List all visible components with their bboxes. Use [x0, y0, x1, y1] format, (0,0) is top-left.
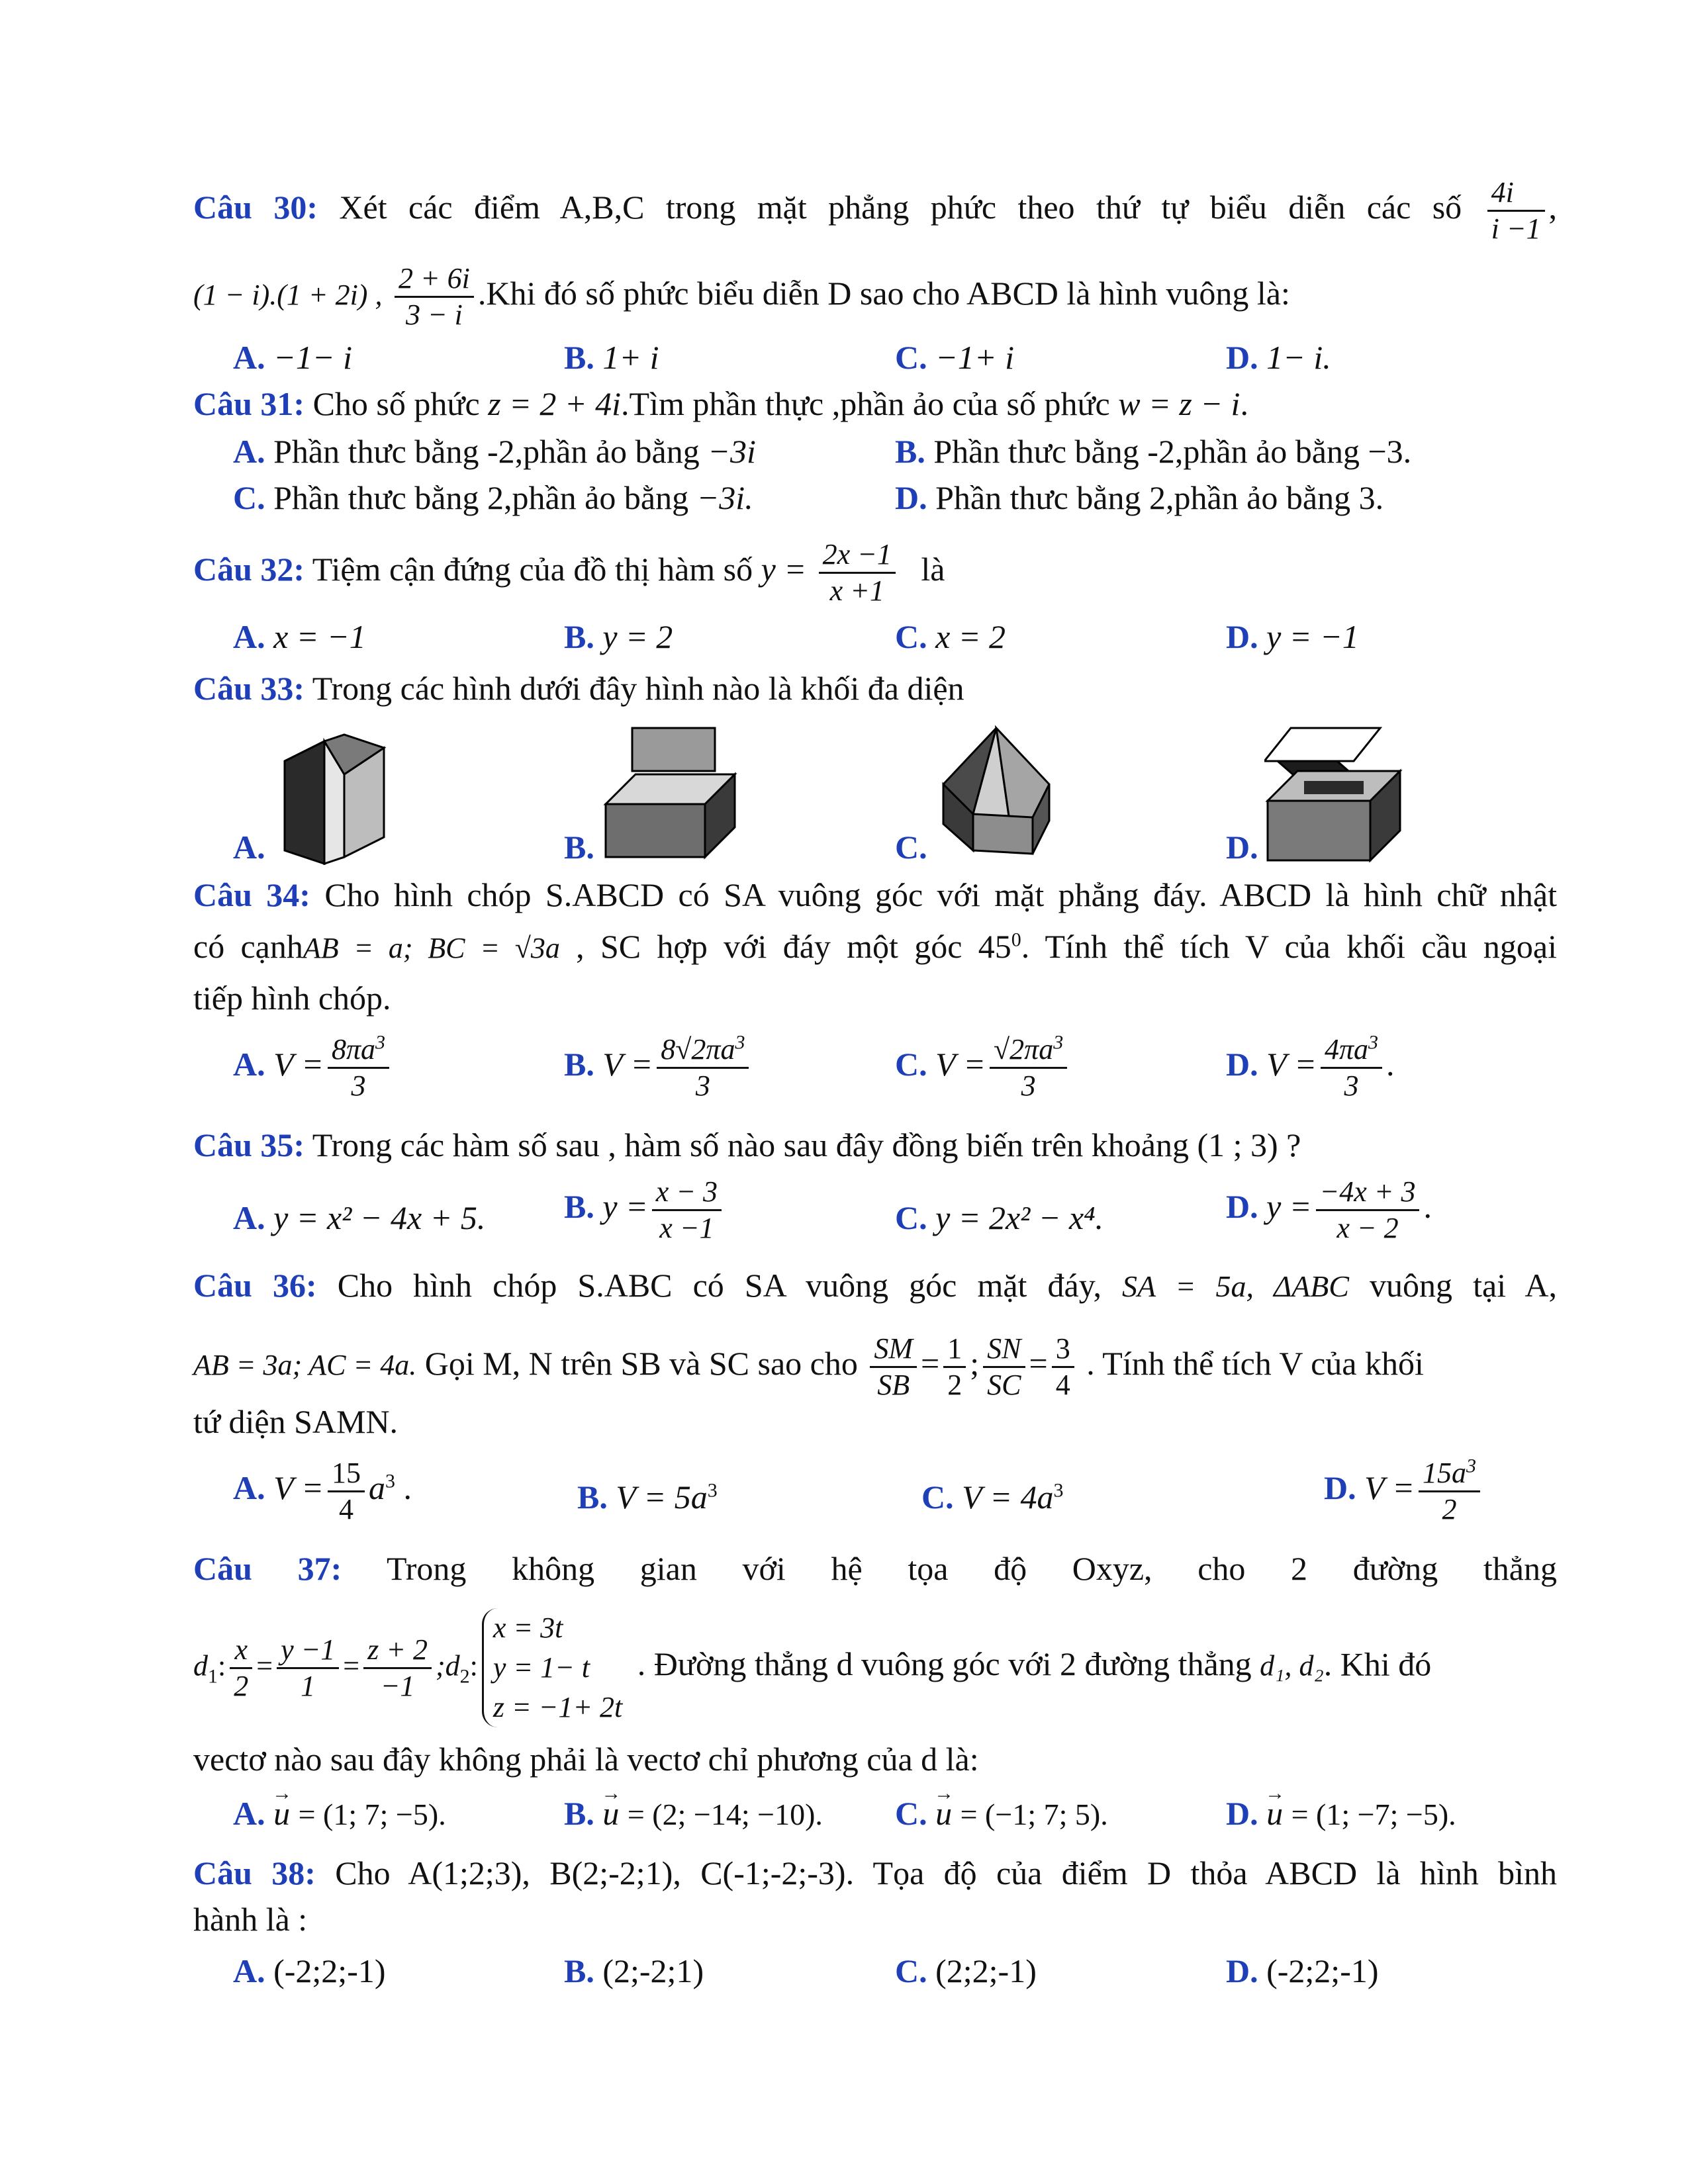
- q35-option-a[interactable]: A. y = x² − 4x + 5.: [233, 1199, 486, 1236]
- q33-figure-c: [933, 721, 1066, 860]
- q30-option-c[interactable]: C. −1+ i: [895, 339, 1014, 376]
- q38-line2: hành là :: [193, 1901, 308, 1938]
- q34-option-d[interactable]: D. V = $\frac{4\pi a^3}{3}$ .: [1226, 1031, 1395, 1102]
- q30-expr2: (1 − i).(1 + 2i) ,: [193, 278, 383, 311]
- q33-line1: Câu 33: Trong các hình dưới đây hình nào là khối đa diện: [193, 670, 964, 707]
- q33-figure-d: [1264, 721, 1410, 867]
- q32-option-a[interactable]: A. x = −1: [233, 618, 366, 655]
- q30-text1: Xét các điểm A,B,C trong mặt phẳng phức theo thứ tự biểu diễn các số: [339, 188, 1462, 226]
- fig-b-lid: [632, 728, 715, 771]
- q37-line1: Câu 37: Trong không gian với hệ tọa độ Oxyz, cho 2 đường thẳng: [193, 1550, 1557, 1587]
- q30-line2: [193, 261, 1290, 332]
- q34-line2: có cạnhAB = a; BC = √3a , SC hợp với đáy một góc $45^0$. Tính thể tích V của khối cầu ngoại: [193, 928, 1558, 965]
- q31-option-c[interactable]: C. Phần thưc bằng 2,phần ảo bằng −3i.: [233, 479, 753, 516]
- q32-line1: Câu 32: Tiệm cận đứng của đồ thị hàm số y = $\frac{2x -1}{x +1}$ là: [193, 538, 945, 607]
- q34-option-c[interactable]: C. V = $\frac{√2\pi a^3}{3}$: [895, 1032, 1071, 1103]
- q38-label: Câu 38:: [193, 1854, 316, 1891]
- q31-option-d[interactable]: D. Phần thưc bằng 2,phần ảo bằng 3.: [895, 479, 1384, 516]
- q36-option-a[interactable]: A. V = $\frac{15}{4}$ $a^3$ .: [233, 1457, 412, 1525]
- q38-option-b[interactable]: B. (2;-2;1): [564, 1952, 704, 1989]
- q34-option-a[interactable]: A. V = $\frac{8\pi a^3}{3}$: [233, 1032, 393, 1103]
- q32-label: Câu 32:: [193, 550, 305, 588]
- q30-text2: .Khi đó số phức biểu diễn D sao cho ABCD là hình vuông là:: [477, 274, 1290, 312]
- fig-a-left-face: [285, 741, 324, 864]
- fig-b-front-face: [606, 804, 705, 857]
- q38-option-c[interactable]: C. (2;2;-1): [895, 1952, 1037, 1989]
- q37-option-a[interactable]: A. → u = (1; 7; −5).: [233, 1794, 446, 1835]
- q34-option-b[interactable]: B. V = $\frac{8√2\pi a^3}{3}$: [564, 1032, 753, 1103]
- q37-line2: $d_1$: $\frac{x}{2}$ = $\frac{y -1}{1}$ = $\frac{z + 2}{-1}$ $;d_2$: x = 3t y = 1− t z = −1+ 2t . Đường thẳng d vuông góc với 2 đường thẳng d₁, d₂. Khi đó: [193, 1608, 1431, 1727]
- q37-line3: vectơ nào sau đây không phải là vectơ chỉ phương của d là:: [193, 1741, 979, 1778]
- q33-label: Câu 33:: [193, 670, 305, 707]
- q38-line1: Câu 38: Cho A(1;2;3), B(2;-2;1), C(-1;-2;-3). Tọa độ của điểm D thỏa ABCD là hình bình: [193, 1854, 1557, 1891]
- q30-option-b[interactable]: B. 1+ i: [564, 339, 659, 376]
- q31-line1: Câu 31: Cho số phức z = 2 + 4i.Tìm phần thực ,phần ảo của số phức w = z − i.: [193, 385, 1248, 422]
- fig-c-base-mid: [973, 814, 1033, 854]
- q31-option-b[interactable]: B. Phần thưc bằng -2,phần ảo bằng −3.: [895, 433, 1412, 470]
- q36-option-d[interactable]: D. V = $\frac{15a^3}{2}$: [1324, 1456, 1484, 1527]
- q33-option-b[interactable]: B.: [564, 829, 594, 866]
- q33-option-a[interactable]: A.: [233, 829, 265, 866]
- q34-label: Câu 34:: [193, 876, 310, 913]
- fig-d-floating-plane: [1264, 728, 1380, 761]
- q34-line3: tiếp hình chóp.: [193, 979, 391, 1017]
- q33-figure-a: [278, 721, 391, 874]
- q32-option-b[interactable]: B. y = 2: [564, 618, 673, 655]
- q34-line1: Câu 34: Cho hình chóp S.ABCD có SA vuông góc với mặt phẳng đáy. ABCD là hình chữ nhật: [193, 876, 1558, 913]
- q38-option-a[interactable]: A. (-2;2;-1): [233, 1952, 386, 1989]
- q36-option-b[interactable]: B. $V = 5a^3$: [577, 1479, 718, 1516]
- q32-option-c[interactable]: C. x = 2: [895, 618, 1006, 655]
- q33-option-d[interactable]: D.: [1226, 829, 1258, 866]
- fig-d-front-face: [1268, 801, 1370, 860]
- q36-line1: Câu 36: Cho hình chóp S.ABC có SA vuông góc mặt đáy, SA = 5a, ΔABC vuông tại A,: [193, 1267, 1558, 1304]
- q31-label: Câu 31:: [193, 385, 305, 422]
- q36-line2: AB = 3a; AC = 4a. Gọi M, N trên SB và SC sao cho $\frac{SM}{SB}$ = $\frac{1}{2}$ ; $\frac{SN}{SC}$ = $\frac{3}{4}$ . Tính thể tích V của khối: [193, 1332, 1424, 1401]
- q30-option-a[interactable]: A. −1− i: [233, 339, 352, 376]
- q38-option-d[interactable]: D. (-2;2;-1): [1226, 1952, 1379, 1989]
- fig-d-inner-shadow: [1304, 781, 1364, 794]
- q36-option-c[interactable]: C. $V = 4a^3$: [921, 1479, 1064, 1516]
- q30-line1: Câu 30: Xét các điểm A,B,C trong mặt phẳng phức theo thứ tự biểu diễn các số $\frac{4i}{i -1}$ ,: [193, 176, 1558, 245]
- q31-option-a[interactable]: A. Phần thưc bằng -2,phần ảo bằng −3i: [233, 433, 756, 470]
- q33-option-c[interactable]: C.: [895, 829, 927, 866]
- q30-fraction1: $\frac{4i}{i -1}$: [1487, 175, 1545, 246]
- q37-option-b[interactable]: B. → u = (2; −14; −10).: [564, 1794, 823, 1835]
- q35-option-c[interactable]: C. y = 2x² − x⁴.: [895, 1199, 1104, 1236]
- q37-system: x = 3t y = 1− t z = −1+ 2t: [482, 1608, 622, 1727]
- q35-label: Câu 35:: [193, 1126, 305, 1163]
- q35-line1: Câu 35: Trong các hàm số sau , hàm số nào sau đây đồng biến trên khoảng (1 ; 3) ?: [193, 1126, 1301, 1163]
- q33-figure-b: [599, 725, 745, 864]
- q32-fraction: $\frac{2x -1}{x +1}$: [819, 537, 896, 608]
- q35-option-b[interactable]: B. y = $\frac{x - 3}{x -1}$: [564, 1175, 726, 1246]
- q36-line3: tứ diện SAMN.: [193, 1403, 399, 1440]
- q36-label: Câu 36:: [193, 1267, 317, 1304]
- q30-label: Câu 30:: [193, 188, 318, 226]
- q37-option-d[interactable]: D. → u = (1; −7; −5).: [1226, 1794, 1456, 1835]
- q30-option-d[interactable]: D. 1− i.: [1226, 339, 1331, 376]
- q37-label: Câu 37:: [193, 1550, 342, 1587]
- q30-fraction2: $\frac{2 + 6i}{3 - i}$: [395, 261, 474, 332]
- q37-option-c[interactable]: C. → u = (−1; 7; 5).: [895, 1794, 1108, 1835]
- q32-option-d[interactable]: D. y = −1: [1226, 618, 1359, 655]
- q35-option-d[interactable]: D. y = $\frac{-4x + 3}{x - 2}$ .: [1226, 1175, 1432, 1244]
